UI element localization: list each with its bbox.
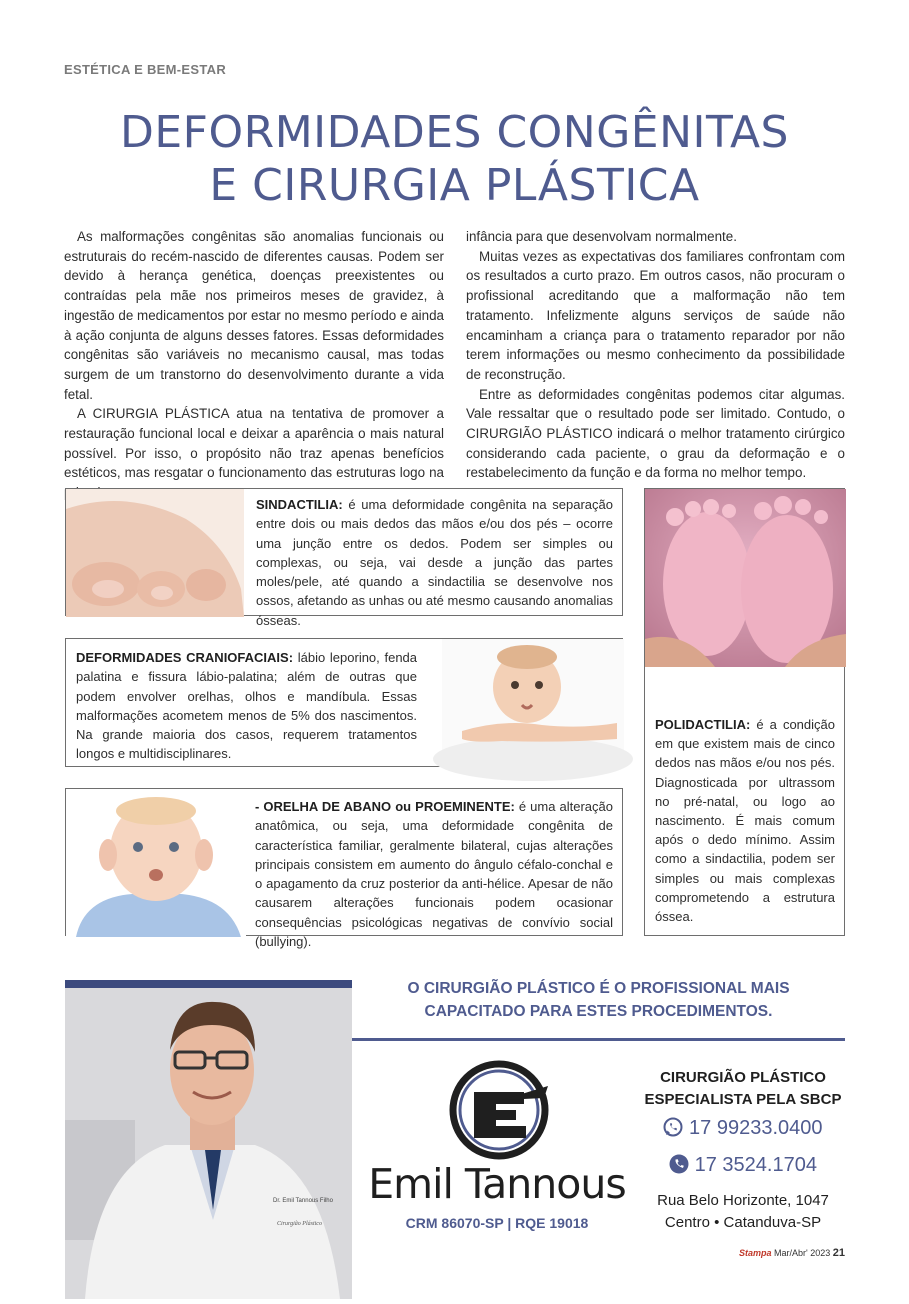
article-left-column	[64, 227, 444, 503]
coat-title-label: Cirurgião Plástico	[277, 1221, 322, 1227]
polidactilia-text: POLIDACTILIA: é a condição em que existem mais de cinco dedos nas mãos e/ou nos pés. Diagnosticada por ultrassom no pré-natal, ou logo ao nascimento. É mais comum após o dedo mínimo. Assim como a sindactilia, podem ser simples ou mais complexas comprometendo a estrutura óssea.	[655, 717, 835, 925]
phone-contact[interactable]	[640, 1154, 846, 1177]
article-right-column	[466, 227, 845, 483]
sindactilia-heading: SINDACTILIA:	[256, 497, 343, 512]
rqe-number: RQE 19018	[515, 1215, 589, 1231]
page-title-line-2: E CIRURGIA PLÁSTICA	[209, 160, 700, 211]
polidactilia-heading: POLIDACTILIA:	[655, 717, 751, 732]
article-paragraph: Muitas vezes as expectativas dos familiares confrontam com os resultados a curto prazo. Em outros casos, não procuram o profissional acreditando que a malformação não tem tratamento. Infelizmente alguns serviços de saúde não encaminham a criança para o tratamento reparador por não terem informações ou mesmo conhecimento da possibilidade de reconstrução.	[466, 248, 845, 382]
article-paragraph: infância para que desenvolvam normalmente.	[466, 229, 737, 244]
whatsapp-number: 17 99233.0400	[689, 1117, 823, 1139]
section-label: ESTÉTICA E BEM-ESTAR	[64, 62, 227, 77]
coat-name-label: Dr. Emil Tannous Filho	[273, 1198, 333, 1204]
craniofaciais-text: DEFORMIDADES CRANIOFACIAIS: lábio leporino, fenda palatina e fissura lábio-palatina; além de outras que podem envolver orelhas, olhos e mandíbula. Essas malformações acometem menos de 5% dos nascimentos. Na grande maioria dos casos, requerem tratamentos longos e multidisciplinares.	[76, 650, 418, 762]
craniofaciais-box	[65, 638, 623, 767]
article-paragraph: Entre as deformidades congênitas podemos citar algumas. Vale ressaltar que o resultado pode ser limitado. Contudo, o CIRURGIÃO PLÁSTICO indicará o melhor tratamento cirúrgico considerando cada paciente, o grau da deformação e o restabelecimento da função e da forma no melhor tempo.	[466, 386, 845, 481]
page-footer	[739, 1247, 845, 1259]
credentials-separator: |	[507, 1215, 512, 1231]
clinic-address	[640, 1190, 846, 1234]
doctor-name: Emil Tannous	[368, 1160, 626, 1208]
phone-number: 17 3524.1704	[694, 1154, 817, 1176]
ad-divider	[352, 1038, 845, 1041]
orelha-heading: - ORELHA DE ABANO ou PROEMINENTE:	[255, 799, 515, 814]
orelha-box	[65, 788, 623, 950]
specialist-role-line-2: ESPECIALISTA PELA SBCP	[644, 1091, 842, 1108]
address-line-2: Centro • Catanduva-SP	[664, 1214, 822, 1231]
baby-ears-photo	[66, 789, 246, 937]
magazine-issue: Mar/Abr' 2023	[773, 1248, 831, 1258]
craniofaciais-heading: DEFORMIDADES CRANIOFACIAIS:	[76, 650, 294, 665]
orelha-text: - ORELHA DE ABANO ou PROEMINENTE: é uma alteração anatômica, ou seja, uma deformidade congênita de característica familiar, geralmente bilateral, cujas alterações principais consistem em aumento do ângulo céfalo-conchal e o apagamento da cruz posterior da anti-hélice. Apesar de não causarem alterações funcionais podem ocasionar consequências psicológicas negativas de convívio social (bullying).	[255, 799, 613, 950]
logo-mark	[444, 1060, 554, 1160]
baby-feet-photo	[645, 489, 846, 667]
specialist-title	[640, 1067, 846, 1111]
page-title-line-1: DEFORMIDADES CONGÊNITAS	[120, 107, 789, 158]
page-number: 21	[832, 1247, 845, 1259]
doctor-credentials	[352, 1215, 642, 1231]
article-paragraph: As malformações congênitas são anomalias funcionais ou estruturais do recém-nascido de diferentes causas. Podem ser devido à herança genética, doenças preexistentes ou contraídas pela mãe nos primeiros meses de gravidez, à ingestão de medicamentos por estar no mesmo período e ainda à ação conjunta de alguns desses fatores. Essas deformidades congênitas são variáveis no mecanismo causal, mas todas surgem de um transtorno do desenvolvimento durante a vida fetal.	[64, 229, 444, 402]
sindactilia-box	[65, 488, 623, 628]
toes-photo	[66, 489, 244, 617]
doctor-photo	[65, 980, 352, 1299]
ad-headline-line-2: CAPACITADO PARA ESTES PROCEDIMENTOS.	[424, 1003, 773, 1020]
ad-headline	[352, 977, 845, 1023]
article-paragraph: A CIRURGIA PLÁSTICA atua na tentativa de promover a restauração funcional local e deixar a aparência o mais natural possível. Por isso, o propósito não traz apenas benefícios estéticos, mas resgatar o funcionamento das estruturas logo na	[64, 406, 444, 481]
polidactilia-box	[644, 488, 845, 936]
sindactilia-text: SINDACTILIA: é uma deformidade congênita na separação entre dois ou mais dedos das mãos e/ou dos pés – ocorre uma junção entre os dedos. Podem ser simples ou complexas, ou seja, vai desde a junção das partes moles/pele, até quando a sindactilia se desenvolve nos ossos, afetando as unhas ou até mesmo causando anomalias ósseas.	[256, 497, 614, 628]
whatsapp-contact[interactable]	[640, 1117, 846, 1140]
baby-cleft-lip-photo	[442, 639, 624, 768]
specialist-role-line-1: CIRURGIÃO PLÁSTICO	[660, 1069, 826, 1086]
ad-headline-line-1: O CIRURGIÃO PLÁSTICO É O PROFISSIONAL MAIS	[407, 980, 790, 997]
phone-icon	[669, 1154, 689, 1174]
crm-number: CRM 86070-SP	[405, 1215, 504, 1231]
magazine-brand: Stampa	[738, 1248, 772, 1258]
address-line-1: Rua Belo Horizonte, 1047	[657, 1192, 829, 1209]
whatsapp-icon	[663, 1117, 683, 1137]
